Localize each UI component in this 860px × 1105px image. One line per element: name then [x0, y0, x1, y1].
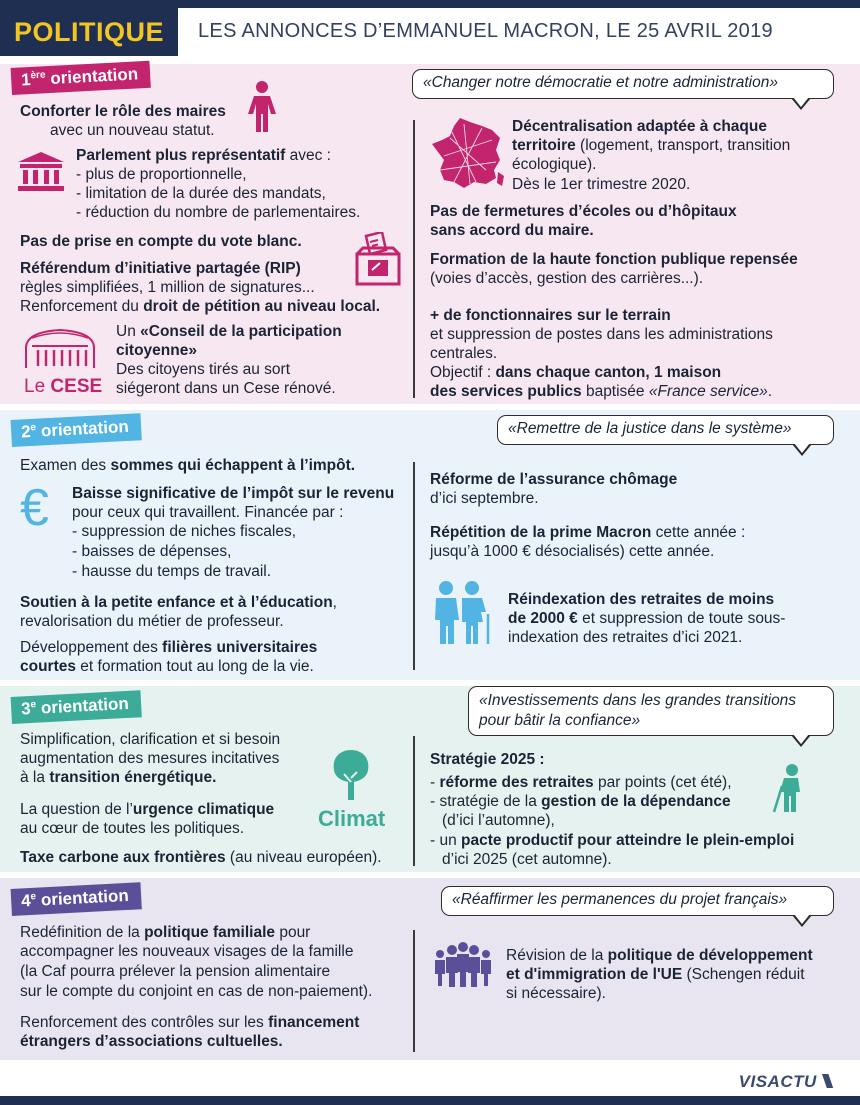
decentralisation-heading: Décentralisation adaptée à chaque — [512, 118, 767, 135]
column-divider — [413, 462, 415, 670]
schengen-text: si nécessaire). — [506, 985, 606, 1002]
top-bar — [0, 0, 860, 8]
impot-item: - baisses de dépenses, — [72, 543, 232, 560]
quote-bubble-1: «Changer notre démocratie et notre administration» — [412, 69, 834, 99]
formation-text: (voies d’accès, gestion des carrières...). — [430, 270, 704, 287]
fonctionnaires-text: centrales. — [430, 345, 498, 362]
retirees-couple-icon — [428, 580, 494, 646]
vote-blanc-text: Pas de prise en compte du vote blanc. — [20, 233, 302, 250]
cese-building-icon — [18, 326, 102, 370]
brand-logo: VISACTU — [739, 1072, 838, 1092]
simplification-text: augmentation des mesures incitatives — [20, 750, 280, 767]
soutien-heading: Soutien à la petite enfance et à l’éducation — [20, 594, 333, 611]
transition-text: transition énergétique. — [49, 769, 217, 786]
familiale-text: (la Caf pourra prélever la pension alimentaire — [20, 963, 331, 980]
urgence-text-2: au cœur de toutes les politiques. — [20, 820, 245, 837]
parlement-item: - plus de proportionnelle, — [76, 166, 247, 183]
dependance-text: gestion de la dépendance — [541, 793, 731, 810]
parlement-item: - réduction du nombre de parlementaires. — [76, 204, 361, 221]
ballot-box-icon — [354, 232, 402, 288]
euro-icon: € — [20, 479, 49, 537]
decentralisation-date: Dès le 1er trimestre 2020. — [512, 176, 691, 193]
familiale-text: accompagner les nouveaux visages de la famille — [20, 943, 354, 960]
france-map-icon — [430, 116, 506, 192]
urgence-text: urgence climatique — [132, 801, 275, 818]
taxe-carbone-heading: Taxe carbone aux frontières — [20, 849, 226, 866]
financement-text: financement — [268, 1014, 360, 1031]
orientation-2-badge: 2e orientation — [11, 413, 142, 447]
prime-heading: Répétition de la prime Macron — [430, 524, 652, 541]
politique-familiale-text: politique familiale — [144, 924, 276, 941]
maires-heading: Conforter le rôle des maires — [20, 103, 226, 120]
parliament-icon — [16, 150, 66, 192]
fonctionnaires-heading: + de fonctionnaires sur le terrain — [430, 307, 671, 324]
quote-bubble-2: «Remettre de la justice dans le système» — [497, 415, 834, 445]
soutien-text: revalorisation du métier de professeur. — [20, 613, 284, 630]
retraites-points: réforme des retraites — [439, 774, 594, 791]
page-title: LES ANNONCES D’EMMANUEL MACRON, LE 25 AVRIL 2019 — [198, 20, 773, 42]
immigration-text: et d'immigration de l'UE — [506, 966, 683, 983]
retraites-text: indexation des retraites d’ici 2021. — [508, 629, 743, 646]
conseil-heading: «Conseil de la participation — [140, 323, 342, 340]
impot-text: pour ceux qui travaillent. Financée par : — [72, 504, 344, 521]
impot-item: - hausse du temps de travail. — [72, 563, 272, 580]
tree-icon — [330, 748, 372, 800]
parlement-item: - limitation de la durée des mandats, — [76, 185, 326, 202]
pacte-productif-text: pacte productif pour atteindre le plein-emploi — [461, 832, 795, 849]
maires-text: avec un nouveau statut. — [50, 122, 215, 139]
orientation-3-badge: 3e orientation — [11, 690, 142, 724]
petition-text: droit de pétition au niveau local. — [143, 298, 381, 315]
group-people-icon — [432, 942, 494, 988]
orientation-4-badge: 4e orientation — [11, 882, 142, 916]
filieres-text: filières universitaires — [162, 639, 318, 656]
elderly-cane-icon — [768, 764, 810, 814]
conseil-text: siégeront dans un Cese rénové. — [116, 380, 336, 397]
strategie-heading: Stratégie 2025 : — [430, 751, 545, 768]
familiale-text: sur le compte du conjoint en cas de non-paiement). — [20, 983, 373, 1000]
ecoles-heading: Pas de fermetures d’écoles ou d’hôpitaux — [430, 203, 737, 220]
impot-item: - suppression de niches fiscales, — [72, 523, 297, 540]
rip-heading: Référendum d’initiative partagée (RIP) — [20, 260, 301, 277]
conseil-text: Des citoyens tirés au sort — [116, 361, 291, 378]
fonctionnaires-text: et suppression de postes dans les administrations — [430, 326, 773, 343]
column-divider — [413, 930, 415, 1052]
retraites-heading: Réindexation des retraites de moins — [508, 591, 775, 608]
formation-heading: Formation de la haute fonction publique repensée — [430, 251, 798, 268]
footer-bar — [0, 1096, 860, 1105]
orientation-1-badge: 1ère orientation — [11, 61, 151, 95]
mayor-person-icon — [244, 80, 280, 134]
column-divider — [413, 120, 415, 398]
prime-text: jusqu’à 1000 € désocialisés) cette année. — [430, 543, 715, 560]
rip-text: règles simplifiées, 1 million de signatures... — [20, 279, 315, 296]
section-tag: POLITIQUE — [0, 8, 178, 56]
simplification-text: Simplification, clarification et si besoin — [20, 731, 281, 748]
chomage-text: d’ici septembre. — [430, 490, 539, 507]
cese-logo-text: Le CESE — [24, 376, 103, 397]
parlement-heading: Parlement plus représentatif — [76, 147, 286, 164]
pacte-date: d’ici 2025 (cet automne). — [442, 851, 612, 868]
examen-text: sommes qui échappent à l’impôt. — [110, 457, 356, 474]
impot-heading: Baisse significative de l’impôt sur le revenu — [72, 485, 395, 502]
climat-label: Climat — [318, 806, 386, 831]
decentralisation-text: écologique). — [512, 156, 597, 173]
developpement-text: politique de développement — [607, 947, 813, 964]
column-divider — [413, 736, 415, 866]
chomage-heading: Réforme de l’assurance chômage — [430, 471, 678, 488]
dependance-date: (d’ici l’automne), — [442, 812, 555, 829]
quote-bubble-4: «Réaffirmer les permanences du projet français» — [441, 886, 834, 916]
quote-bubble-3: «Investissements dans les grandes transitions pour bâtir la confiance» — [468, 686, 834, 736]
